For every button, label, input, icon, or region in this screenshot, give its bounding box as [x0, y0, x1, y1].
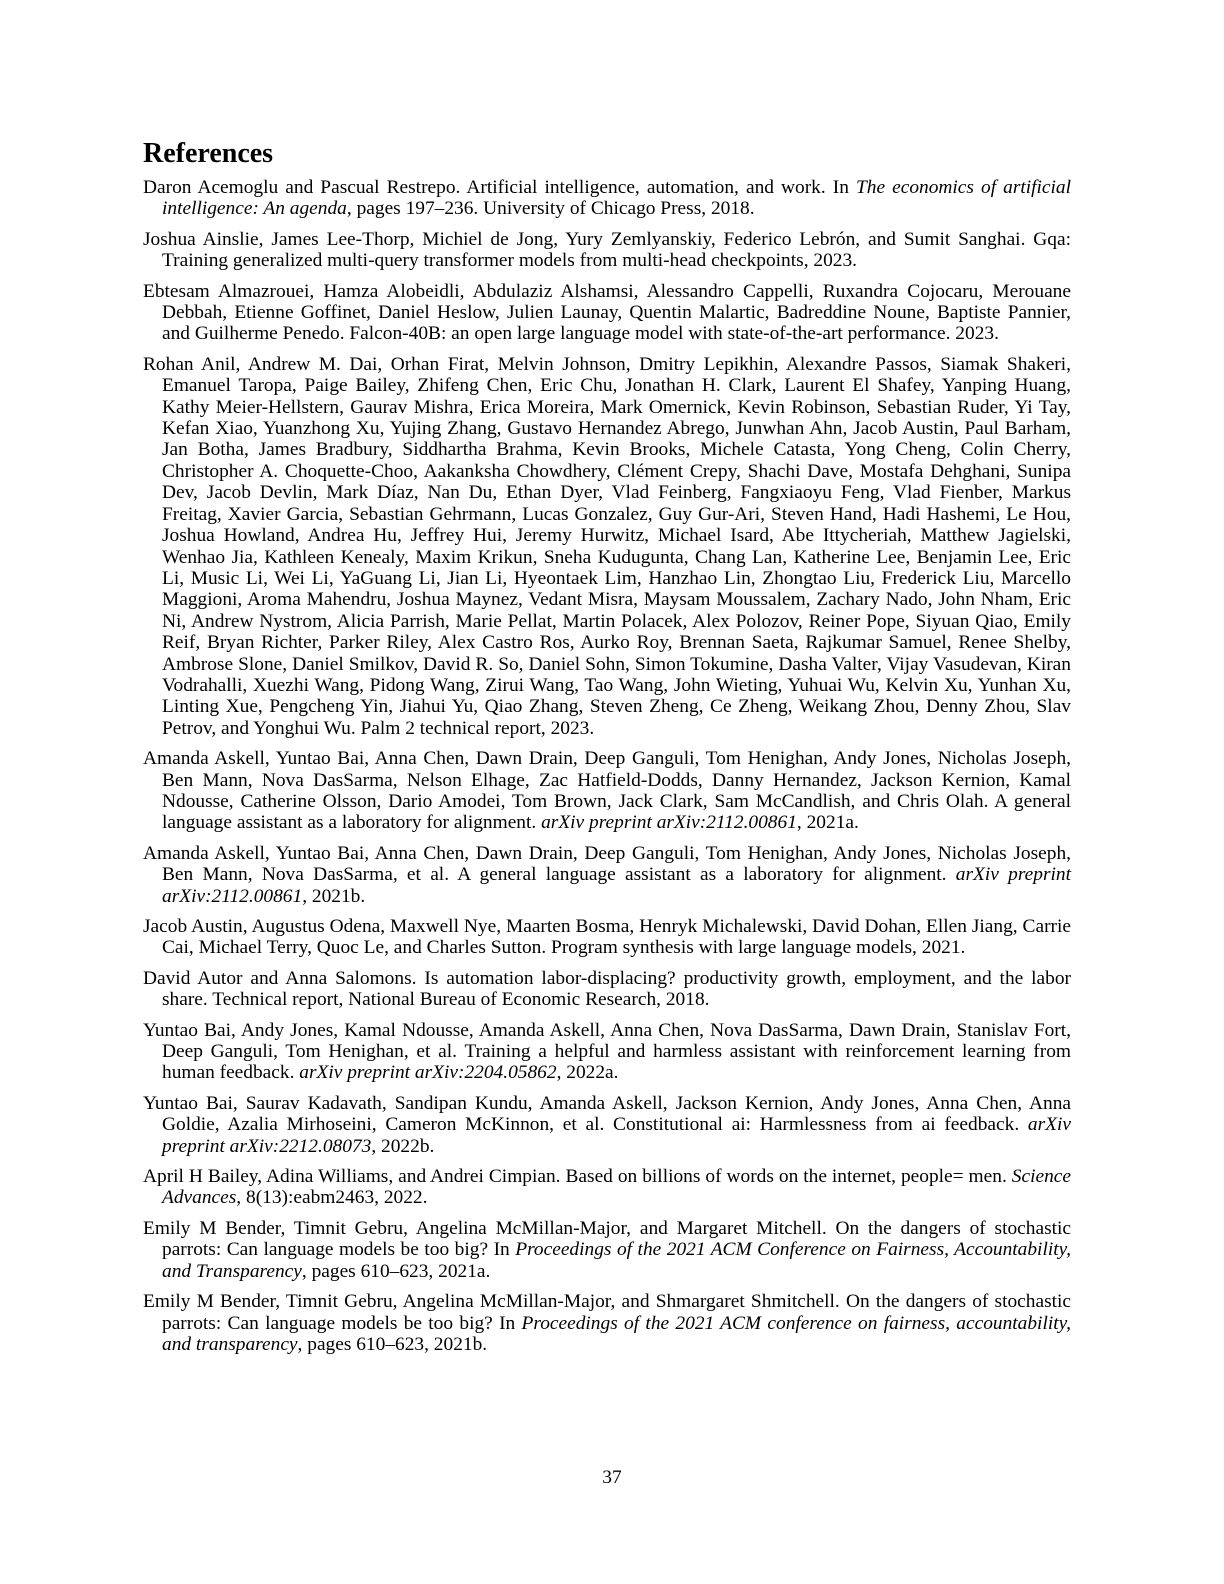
reference-entry: [143, 1291, 1071, 1355]
reference-entry: [143, 177, 1071, 220]
reference-entry: [143, 748, 1071, 834]
reference-entry: [143, 229, 1071, 272]
reference-text: Amanda Askell, Yuntao Bai, Anna Chen, Dawn Drain, Deep Ganguli, Tom Henighan, Andy Jones, Nicholas Joseph, Ben Mann, Nova DasSarma, Nelson Elhage, Zac Hatfield-Dodds, Danny Hernandez, Jackson Kernion, Kamal Ndousse, Catherine Olsson, Dario Amodei, Tom Brown, Jack Clark, Sam McCandlish, and Chris Olah. A general language assistant as a laboratory for alignment.: [143, 748, 1071, 834]
reference-text: Ebtesam Almazrouei, Hamza Alobeidli, Abdulaziz Alshamsi, Alessandro Cappelli, Ruxandra Cojocaru, Merouane Debbah, Etienne Goffinet, Daniel Heslow, Julien Launay, Quentin Malartic, Badreddine Noune, Baptiste Pannier, and Guilherme Penedo. Falcon-40B: an open large language model with state-of-the-art performance. 2023.: [143, 280, 1071, 345]
reference-entry: [143, 968, 1071, 1011]
reference-tail: , pages 610–623, 2021a.: [301, 1260, 491, 1282]
reference-text: Jacob Austin, Augustus Odena, Maxwell Nye, Maarten Bosma, Henryk Michalewski, David Dohan, Ellen Jiang, Carrie Cai, Michael Terry, Quoc Le, and Charles Sutton. Program synthesis with large language models, 2021.: [143, 916, 1071, 959]
reference-entry: [143, 1218, 1071, 1282]
reference-entry: [143, 843, 1071, 907]
reference-text: Amanda Askell, Yuntao Bai, Anna Chen, Dawn Drain, Deep Ganguli, Tom Henighan, Andy Jones, Nicholas Joseph, Ben Mann, Nova DasSarma, et al. A general language assistant as a laboratory for alignment.: [143, 842, 1071, 886]
reference-entry: [143, 354, 1071, 739]
reference-tail: , 8(13):eabm2463, 2022.: [236, 1187, 428, 1209]
reference-text: Emily M Bender, Timnit Gebru, Angelina McMillan-Major, and Shmargaret Shmitchell. On the dangers of stochastic parrots: Can language models be too big? In: [143, 1291, 1071, 1334]
references-section: [143, 137, 1071, 1364]
reference-text: David Autor and Anna Salomons. Is automation labor-displacing? productivity growth, employment, and the labor share. Technical report, National Bureau of Economic Research, 2018.: [143, 967, 1071, 1011]
reference-tail: , 2022a.: [556, 1062, 619, 1084]
reference-text: Emily M Bender, Timnit Gebru, Angelina McMillan-Major, and Margaret Mitchell. On the dangers of stochastic parrots: Can language models be too big? In: [143, 1217, 1071, 1261]
reference-entry: [143, 1166, 1071, 1209]
reference-text: Joshua Ainslie, James Lee-Thorp, Michiel de Jong, Yury Zemlyanskiy, Federico Lebrón, and Sumit Sanghai. Gqa: Training generalized multi-query transformer models from multi-head checkpoints, 2023.: [143, 228, 1071, 272]
reference-venue: The economics of artificial intelligence: An agenda: [162, 177, 1072, 220]
reference-entry: [143, 916, 1071, 959]
reference-tail: , 2021b.: [302, 885, 366, 907]
reference-entry: [143, 1093, 1071, 1157]
page-number: 37: [602, 1467, 622, 1488]
reference-venue: arXiv preprint arXiv:2212.08073: [162, 1114, 1071, 1157]
reference-text: April H Bailey, Adina Williams, and Andrei Cimpian. Based on billions of words on the internet, people= men.: [143, 1166, 1012, 1188]
reference-venue: arXiv preprint arXiv:2204.05862: [299, 1062, 557, 1084]
reference-venue: Proceedings of the 2021 ACM Conference on Fairness, Accountability, and Transparency: [162, 1239, 1071, 1282]
reference-text: Rohan Anil, Andrew M. Dai, Orhan Firat, Melvin Johnson, Dmitry Lepikhin, Alexandre Passos, Siamak Shakeri, Emanuel Taropa, Paige Bailey, Zhifeng Chen, Eric Chu, Jonathan H. Clark, Laurent El Shafey, Yanping Huang, Kathy Meier-Hellstern, Gaurav Mishra, Erica Moreira, Mark Omernick, Kevin Robinson, Sebastian Ruder, Yi Tay, Kefan Xiao, Yuanzhong Xu, Yujing Zhang, Gustavo Hernandez Abrego, Junwhan Ahn, Jacob Austin, Paul Barham, Jan Botha, James Bradbury, Siddhartha Brahma, Kevin Brooks, Michele Catasta, Yong Cheng, Colin Cherry, Christopher A. Choquette-Choo, Aakanksha Chowdhery, Clément Crepy, Shachi Dave, Mostafa Dehghani, Sunipa Dev, Jacob Devlin, Mark Díaz, Nan Du, Ethan Dyer, Vlad Feinberg, Fangxiaoyu Feng, Vlad Fienber, Markus Freitag, Xavier Garcia, Sebastian Gehrmann, Lucas Gonzalez, Guy Gur-Ari, Steven Hand, Hadi Hashemi, Le Hou, Joshua Howland, Andrea Hu, Jeffrey Hui, Jeremy Hurwitz, Michael Isard, Abe Ittycheriah, Matthew Jagielski, Wenhao Jia, Kathleen Kenealy, Maxim Krikun, Sneha Kudugunta, Chang Lan, Katherine Lee, Benjamin Lee, Eric Li, Music Li, Wei Li, YaGuang Li, Jian Li, Hyeontaek Lim, Hanzhao Lin, Zhongtao Liu, Frederick Liu, Marcello Maggioni, Aroma Mahendru, Joshua Maynez, Vedant Misra, Maysam Moussalem, Zachary Nado, John Nham, Eric Ni, Andrew Nystrom, Alicia Parrish, Marie Pellat, Martin Polacek, Alex Polozov, Reiner Pope, Siyuan Qiao, Emily Reif, Bryan Richter, Parker Riley, Alex Castro Ros, Aurko Roy, Brennan Saeta, Rajkumar Samuel, Renee Shelby, Ambrose Slone, Daniel Smilkov, David R. So, Daniel Sohn, Simon Tokumine, Dasha Valter, Vijay Vasudevan, Kiran Vodrahalli, Xuezhi Wang, Pidong Wang, Zirui Wang, Tao Wang, John Wieting, Yuhuai Wu, Kelvin Xu, Yunhan Xu, Linting Xue, Pengcheng Yin, Jiahui Yu, Qiao Zhang, Steven Zheng, Ce Zheng, Weikang Zhou, Denny Zhou, Slav Petrov, and Yonghui Wu. Palm 2 technical report, 2023.: [143, 353, 1071, 739]
reference-entry: [143, 281, 1071, 345]
reference-venue: arXiv preprint arXiv:2112.00861: [162, 864, 1071, 907]
reference-venue: Science Advances: [162, 1166, 1071, 1209]
reference-text: Yuntao Bai, Andy Jones, Kamal Ndousse, Amanda Askell, Anna Chen, Nova DasSarma, Dawn Drain, Stanislav Fort, Deep Ganguli, Tom Henighan, et al. Training a helpful and harmless assistant with reinforcement learning from human feedback.: [143, 1019, 1071, 1084]
reference-tail: , 2022b.: [371, 1135, 435, 1157]
reference-text: Daron Acemoglu and Pascual Restrepo. Artificial intelligence, automation, and work. In: [143, 177, 856, 198]
reference-entry: [143, 1020, 1071, 1084]
reference-tail: , pages 197–236. University of Chicago Press, 2018.: [346, 198, 755, 220]
section-heading: References: [143, 138, 274, 169]
reference-venue: arXiv preprint arXiv:2112.00861: [541, 812, 797, 834]
reference-tail: , pages 610–623, 2021b.: [297, 1333, 488, 1355]
reference-venue: Proceedings of the 2021 ACM conference on fairness, accountability, and transparency: [162, 1312, 1071, 1355]
reference-text: Yuntao Bai, Saurav Kadavath, Sandipan Kundu, Amanda Askell, Jackson Kernion, Andy Jones, Anna Chen, Anna Goldie, Azalia Mirhoseini, Cameron McKinnon, et al. Constitutional ai: Harmlessness from ai feedback.: [143, 1092, 1071, 1136]
reference-tail: , 2021a.: [796, 812, 859, 834]
